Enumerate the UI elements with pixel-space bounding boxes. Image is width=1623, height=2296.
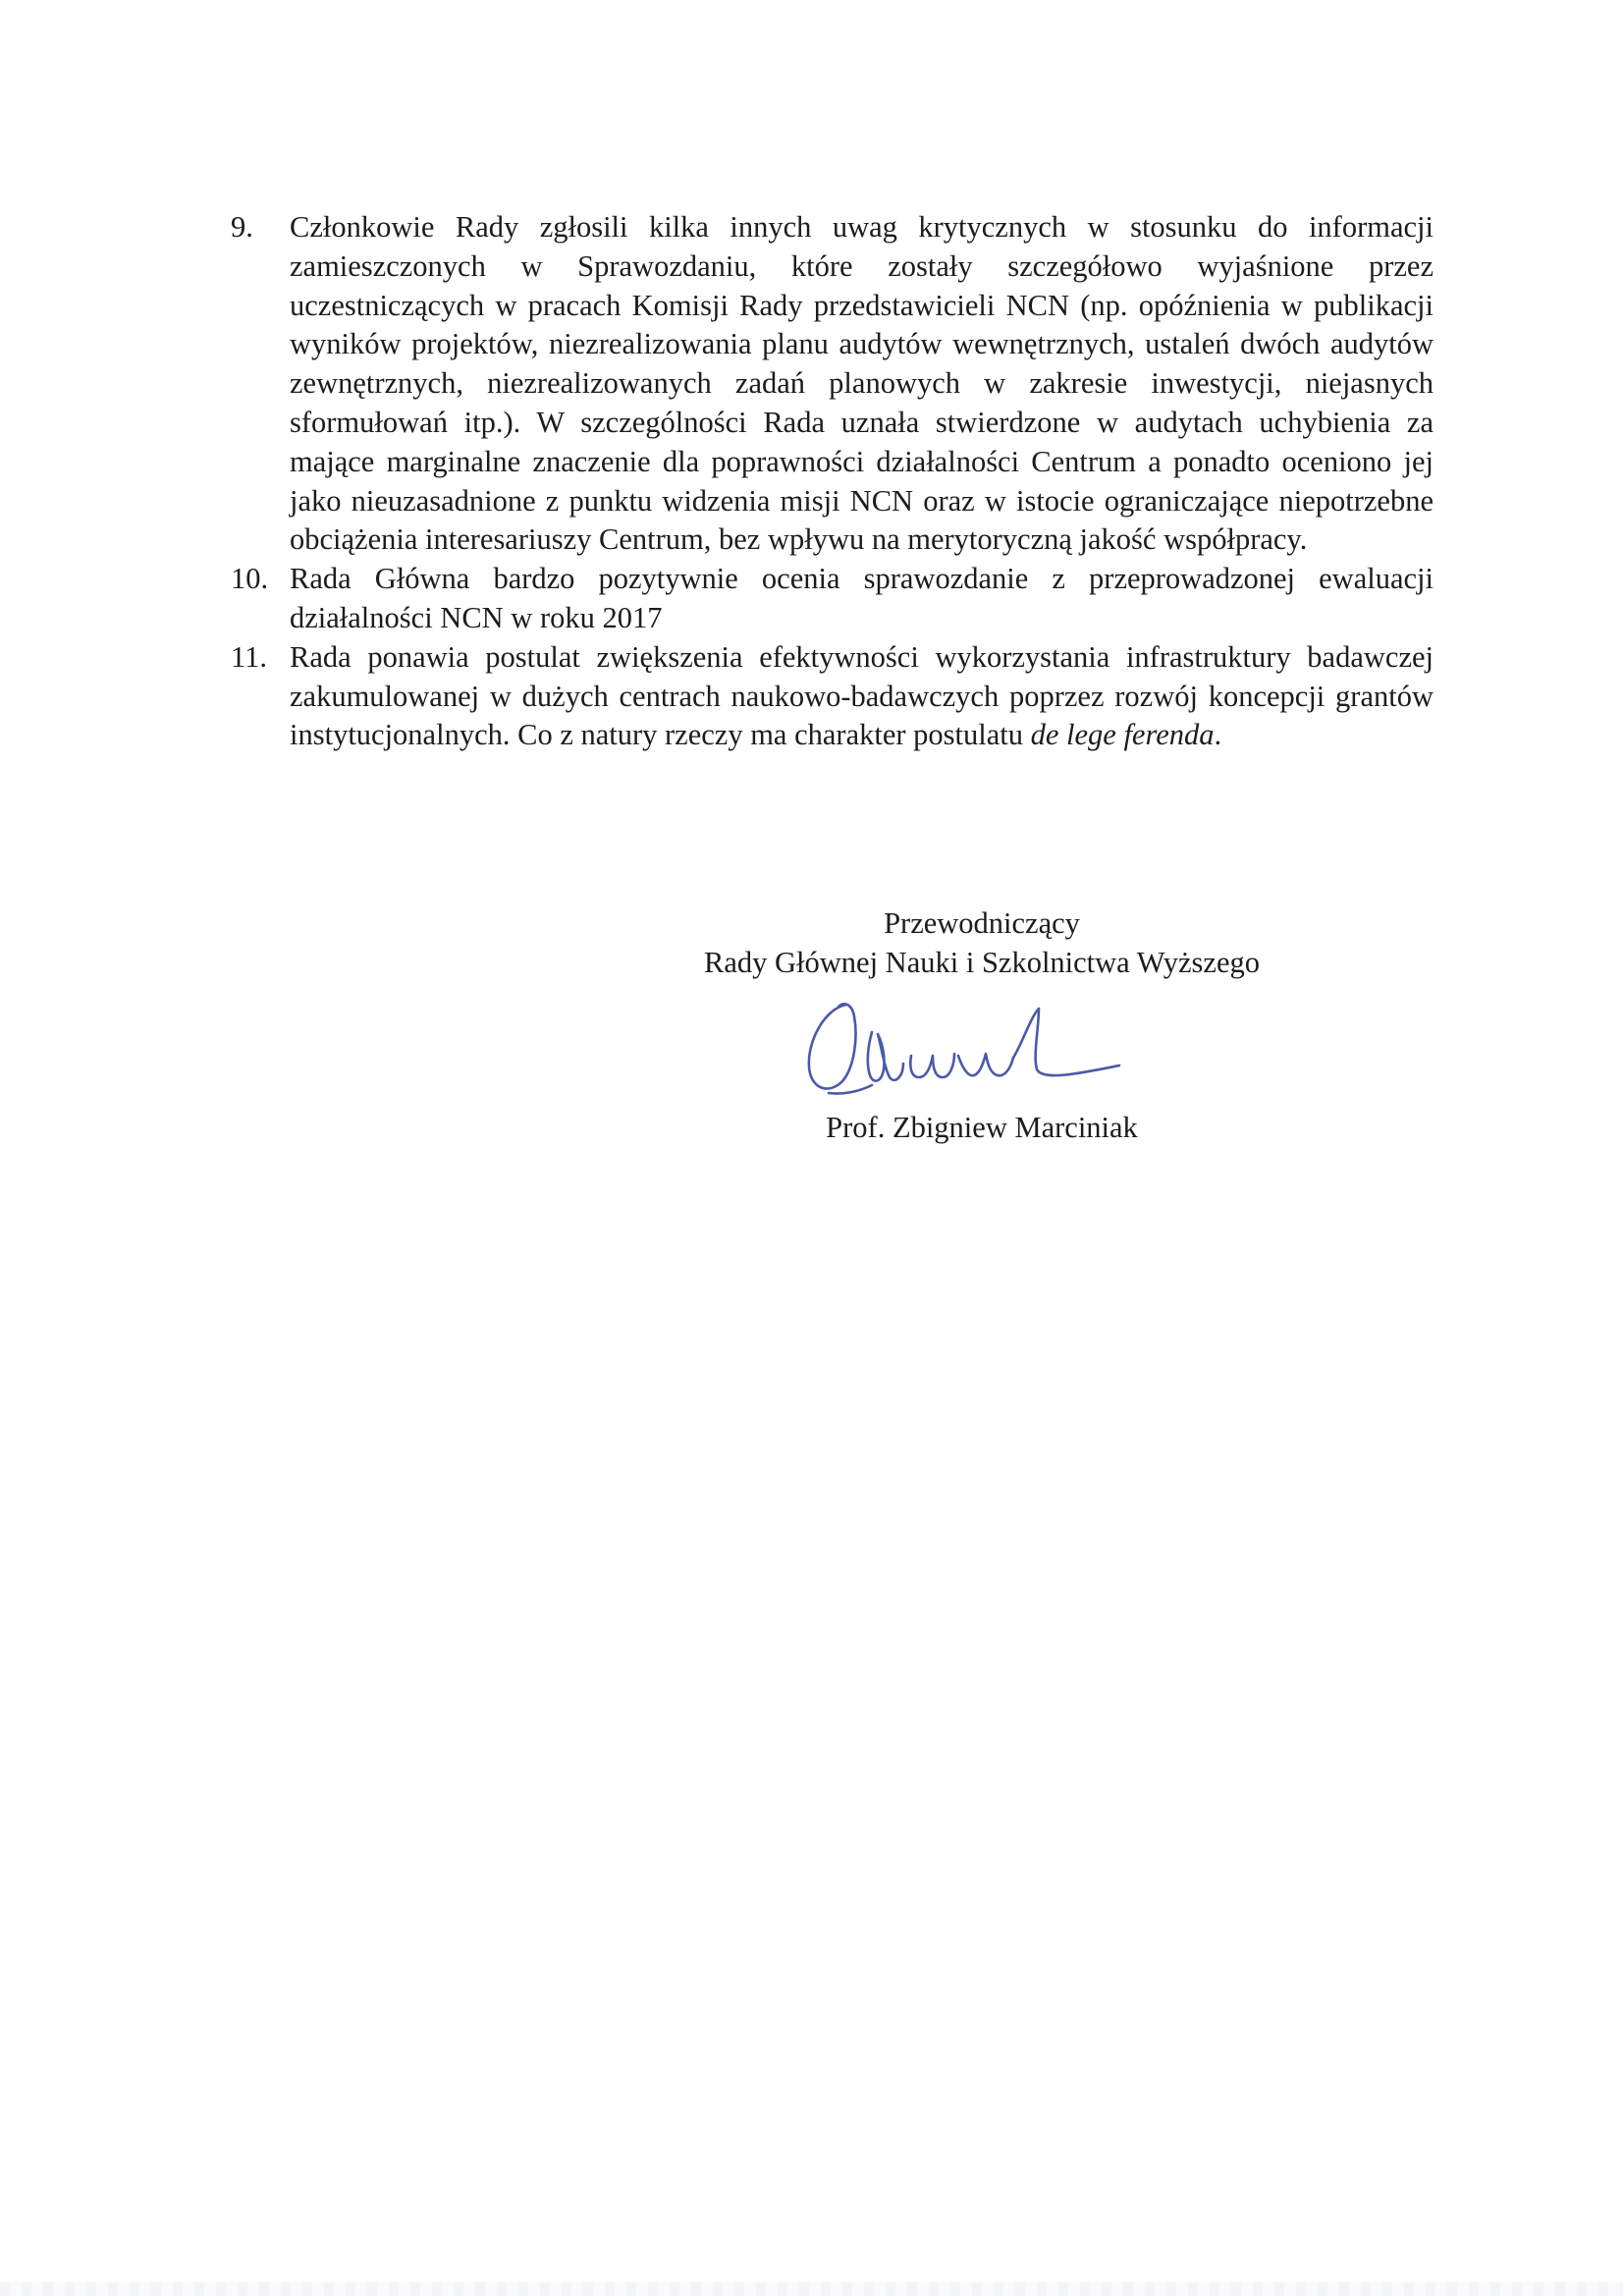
list-item-text xyxy=(290,638,1434,755)
signatory-name: Prof. Zbigniew Marciniak xyxy=(826,1111,1138,1144)
list-item-text-main: Rada ponawia postulat zwiększenia efektywności wykorzystania infrastruktury badawczej zakumulowanej w dużych centrach naukowo-badawczych poprzez rozwój koncepcji grantów instytucjonalnych. Co z natury rzeczy ma charakter postulatu xyxy=(290,639,1434,752)
signatory-organization: Rady Głównej Nauki i Szkolnictwa Wyższego xyxy=(704,946,1260,979)
list-item-number: 9. xyxy=(231,210,253,244)
scan-edge-artifact xyxy=(0,2282,1623,2296)
numbered-list xyxy=(231,208,1434,755)
list-item xyxy=(231,208,1434,560)
signature-block xyxy=(638,903,1325,982)
list-item-number: 11. xyxy=(231,639,267,674)
signatory-title: Przewodniczący xyxy=(884,906,1080,940)
list-item-text: Rada Główna bardzo pozytywnie ocenia sprawozdanie z przeprowadzonej ewaluacji działalności NCN w roku 2017 xyxy=(290,562,1434,634)
list-item-text: Członkowie Rady zgłosili kilka innych uwag krytycznych w stosunku do informacji zamieszczonych w Sprawozdaniu, które zostały szczegółowo wyjaśnione przez uczestniczących w pracach Komisji Rady przedstawicieli NCN (np. opóźnienia w publikacji wyników projektów, niezrealizowania planu audytów wewnętrznych, ustaleń dwóch audytów zewnętrznych, niezrealizowanych zadań planowych w zakresie inwestycji, niejasnych sformułowań itp.). W szczególności Rada uznała stwierdzone w audytach uchybienia za mające marginalne znaczenie dla poprawności działalności Centrum a ponadto oceniono jej jako nieuzasadnione z punktu widzenia misji NCN oraz w istocie ograniczające niepotrzebne obciążenia interesariuszy Centrum, bez wpływu na merytoryczną jakość współpracy. xyxy=(290,210,1434,557)
latin-phrase: de lege ferenda xyxy=(1030,718,1215,752)
list-item-text-end: . xyxy=(1214,718,1222,752)
list-item xyxy=(231,560,1434,638)
handwritten-signature xyxy=(785,987,1159,1105)
list-item-number: 10. xyxy=(231,562,269,596)
list-item xyxy=(231,638,1434,755)
